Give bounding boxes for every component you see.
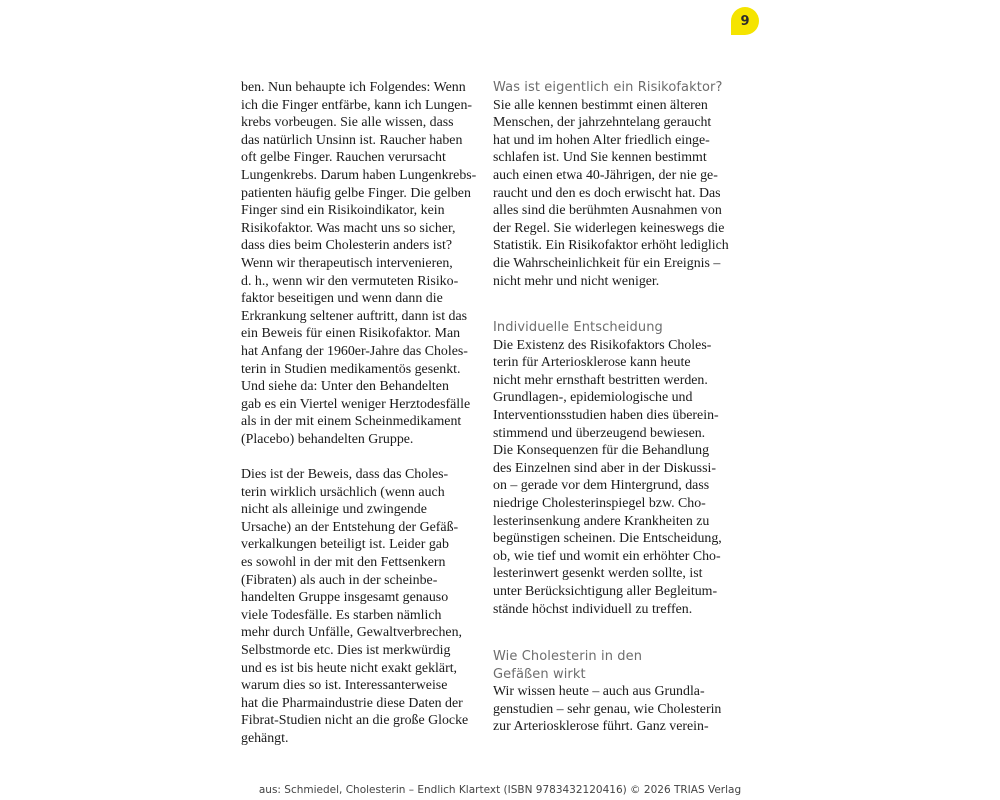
text-line: mehr durch Unfälle, Gewaltverbrechen,	[241, 625, 462, 641]
text-line: nicht mehr und nicht weniger.	[493, 273, 660, 289]
text-line: hat die Pharmaindustrie diese Daten der	[241, 695, 463, 711]
text-line: als in der mit einem Scheinmedikament	[241, 414, 462, 430]
section-heading: Individuelle Entscheidung	[493, 320, 663, 335]
text-line: des Einzelnen sind aber in der Diskussi-	[493, 460, 716, 476]
text-line: ob, wie tief und womit ein erhöhter Cho-	[493, 548, 721, 564]
text-line: Selbstmorde etc. Dies ist merkwürdig	[241, 643, 451, 658]
text-line: raucht und den es doch erwischt hat. Das	[493, 185, 721, 201]
text-line: stände höchst individuell zu treffen.	[493, 601, 693, 617]
text-line: Die Konsequenzen für die Behandlung	[493, 443, 710, 459]
left-paragraph-2	[241, 466, 471, 748]
text-line: terin wirklich ursächlich (wenn auch	[241, 484, 445, 500]
text-line: ben. Nun behaupte ich Folgendes: Wenn	[241, 80, 466, 95]
text-line: Ursache) an der Entstehung der Gefäß-	[241, 519, 459, 535]
text-line: Wenn wir therapeutisch intervenieren,	[241, 255, 453, 271]
paragraph-spacer	[241, 448, 471, 466]
text-line: Risikofaktor. Was macht uns so sicher,	[241, 220, 456, 236]
section-heading: Gefäßen wirkt	[493, 666, 586, 682]
text-line: und es ist bis heute nicht exakt geklärt,	[241, 660, 458, 676]
text-line: lesterinsenkung andere Krankheiten zu	[493, 513, 710, 529]
text-line: verkalkungen beteiligt ist. Leider gab	[241, 537, 449, 553]
text-line: patienten häufig gelbe Finger. Die gelben	[241, 185, 471, 201]
section-heading: Was ist eigentlich ein Risikofaktor?	[493, 80, 723, 95]
text-line: ich die Finger entfärbe, kann ich Lungen-	[241, 97, 473, 113]
section-heading: Wie Cholesterin in den	[493, 649, 643, 664]
text-line: Statistik. Ein Risikofaktor erhöht lediglich	[493, 238, 729, 254]
text-line: es sowohl in der mit den Fettsenkern	[241, 555, 446, 571]
text-line: Lungenkrebs. Darum haben Lungenkrebs-	[241, 167, 477, 183]
text-line: Finger sind ein Risikoindikator, kein	[241, 203, 445, 219]
text-line: terin in Studien medikamentös gesenkt.	[241, 361, 461, 377]
text-line: Menschen, der jahrzehntelang geraucht	[493, 115, 712, 131]
text-line: niedrige Cholesterinspiegel bzw. Cho-	[493, 495, 706, 511]
text-line: Wir wissen heute – auch aus Grundla-	[493, 684, 705, 700]
text-line: Die Existenz des Risikofaktors Choles-	[493, 337, 712, 353]
text-line: zur Arteriosklerose führt. Ganz verein-	[493, 719, 709, 735]
text-line: d. h., wenn wir den vermuteten Risiko-	[241, 273, 459, 289]
text-line: Sie alle kennen bestimmt einen älteren	[493, 97, 708, 113]
text-line: begünstigen scheinen. Die Entscheidung,	[493, 531, 722, 547]
text-line: handelten Gruppe insgesamt genauso	[241, 590, 449, 606]
text-line: Fibrat-Studien nicht an die große Glocke	[241, 713, 469, 729]
left-paragraph-1	[241, 79, 477, 448]
text-line: unter Berücksichtigung aller Begleitum-	[493, 583, 718, 599]
text-line: Interventionsstudien haben dies überein-	[493, 407, 719, 423]
text-line: Und siehe da: Unter den Behandelten	[241, 379, 449, 395]
section-cholesterin-gefaesse	[493, 648, 721, 736]
text-line: lesterinwert gesenkt werden sollte, ist	[493, 566, 703, 582]
text-line: das natürlich Unsinn ist. Raucher haben	[241, 132, 463, 148]
text-line: (Placebo) behandelten Gruppe.	[241, 431, 414, 447]
source-footer: aus: Schmiedel, Cholesterin – Endlich Klartext (ISBN 9783432120416) © 2026 TRIAS Verlag	[258, 784, 742, 796]
text-line: gab es ein Viertel weniger Herztodesfälle	[241, 396, 471, 412]
section-risikofaktor	[493, 79, 729, 290]
text-line: oft gelbe Finger. Rauchen verursacht	[241, 150, 446, 166]
text-line: hat Anfang der 1960er-Jahre das Choles-	[241, 343, 468, 359]
text-line: Grundlagen-, epidemiologische und	[493, 390, 693, 406]
text-line: stimmend und überzeugend bewiesen.	[493, 425, 706, 441]
text-line: ein Beweis für einen Risikofaktor. Man	[241, 326, 461, 342]
text-line: warum dies so ist. Interessanterweise	[241, 678, 448, 694]
text-line: nicht als alleinige und zwingende	[241, 502, 427, 518]
text-line: auch einen etwa 40-Jährigen, der nie ge-	[493, 167, 718, 183]
section-individuelle-entscheidung	[493, 319, 722, 618]
text-line: terin für Arteriosklerose kann heute	[493, 355, 691, 371]
text-line: viele Todesfälle. Es starben nämlich	[241, 607, 442, 623]
text-line: Dies ist der Beweis, dass das Choles-	[241, 467, 449, 483]
page-number-badge: 9	[731, 7, 759, 35]
text-line: dass dies beim Cholesterin anders ist?	[241, 238, 453, 254]
text-line: on – gerade vor dem Hintergrund, dass	[493, 478, 710, 494]
text-line: gehängt.	[241, 730, 289, 746]
text-line: nicht mehr ernsthaft bestritten werden.	[493, 372, 708, 388]
text-line: hat und im hohen Alter friedlich einge-	[493, 132, 710, 148]
text-line: genstudien – sehr genau, wie Cholesterin	[493, 701, 722, 717]
text-line: alles sind die berühmten Ausnahmen von	[493, 203, 722, 219]
text-line: (Fibraten) als auch in der scheinbe-	[241, 572, 438, 588]
left-column	[241, 79, 477, 748]
text-line: schlafen ist. Und Sie kennen bestimmt	[493, 150, 707, 166]
text-line: der Regel. Sie widerlegen keineswegs die	[493, 220, 725, 236]
text-line: krebs vorbeugen. Sie alle wissen, dass	[241, 115, 454, 131]
text-line: Erkrankung seltener auftritt, dann ist das	[241, 308, 468, 324]
text-line: faktor beseitigen und wenn dann die	[241, 291, 443, 307]
text-line: die Wahrscheinlichkeit für ein Ereignis –	[493, 255, 721, 271]
